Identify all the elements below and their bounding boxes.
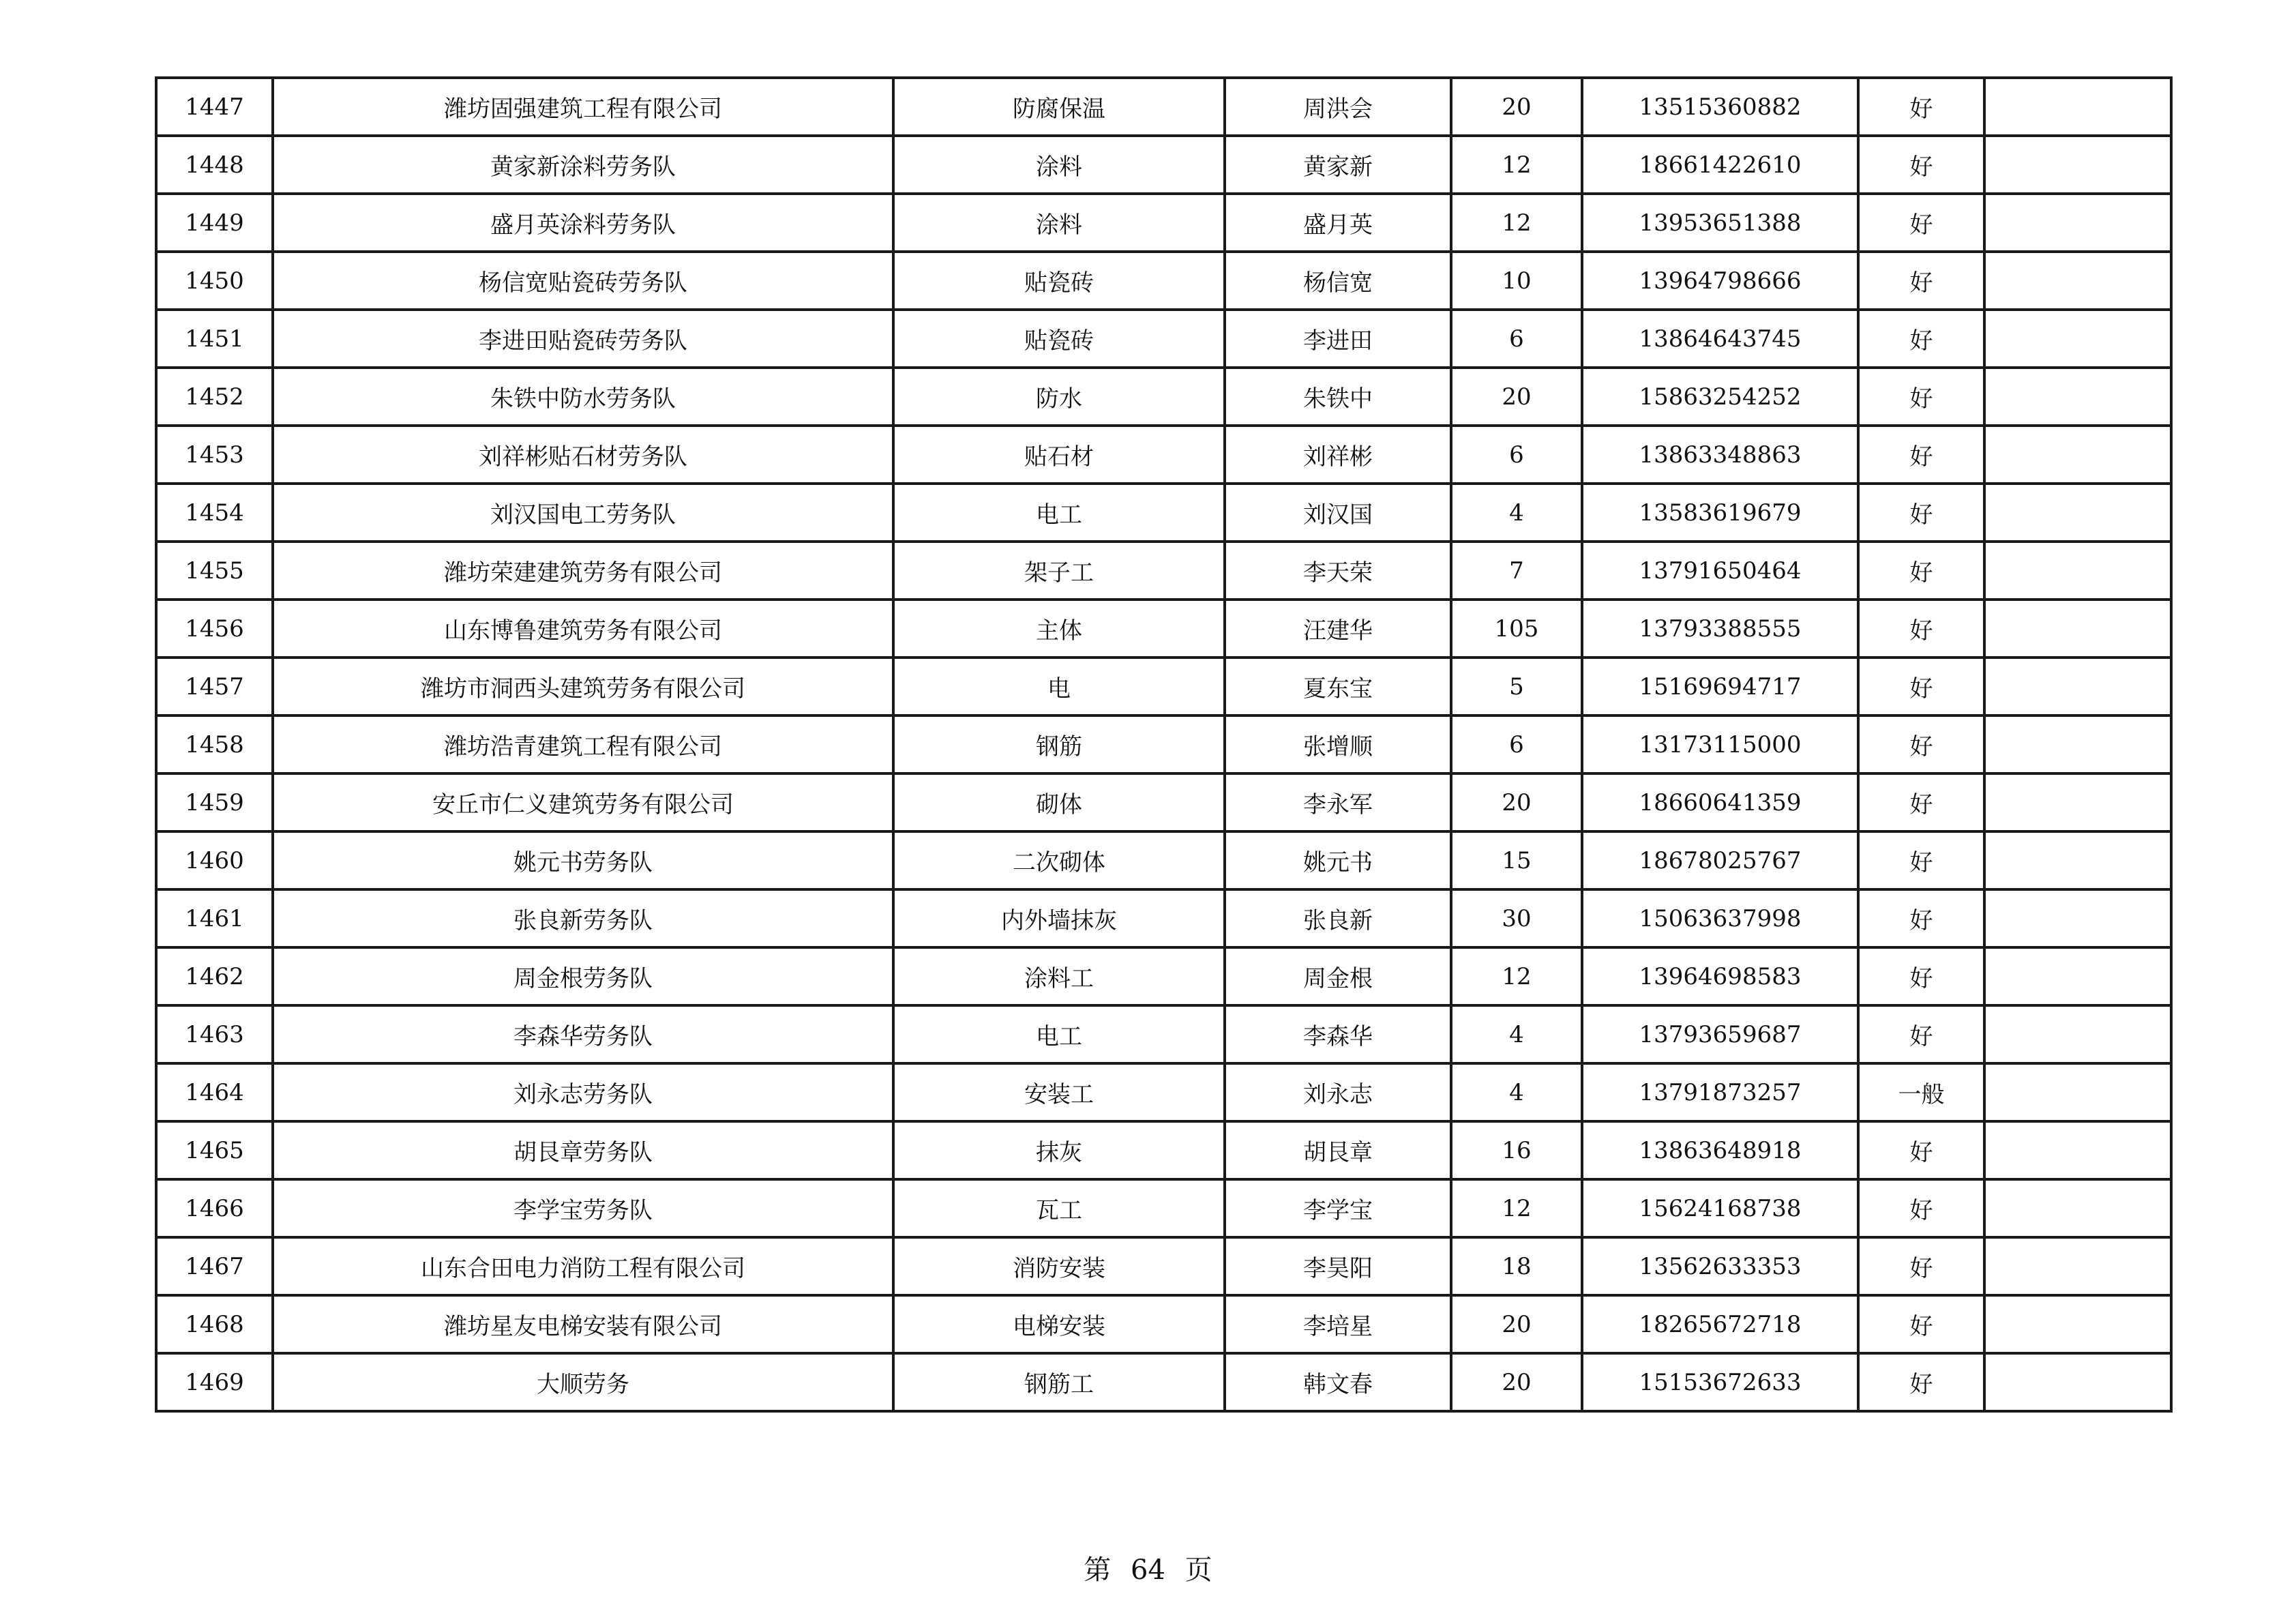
remark-cell (1984, 831, 2171, 889)
row-number-cell: 1469 (156, 1353, 273, 1411)
work-type-cell: 防水 (893, 368, 1225, 426)
contractor-table-container (155, 76, 2170, 1413)
phone-number-cell: 13864643745 (1582, 310, 1858, 368)
rating-cell: 好 (1858, 1121, 1984, 1179)
rating-cell: 好 (1858, 773, 1984, 831)
worker-count-cell: 20 (1451, 1353, 1582, 1411)
row-number-cell: 1460 (156, 831, 273, 889)
work-type-cell: 涂料 (893, 194, 1225, 252)
worker-count-cell: 12 (1451, 1179, 1582, 1237)
remark-cell (1984, 426, 2171, 484)
work-type-cell: 防腐保温 (893, 78, 1225, 136)
rating-cell: 好 (1858, 1295, 1984, 1353)
rating-cell: 好 (1858, 1353, 1984, 1411)
remark-cell (1984, 947, 2171, 1005)
leader-name-cell: 刘永志 (1225, 1063, 1451, 1121)
row-number-cell: 1450 (156, 252, 273, 310)
row-number-cell: 1459 (156, 773, 273, 831)
table-row (156, 78, 2171, 136)
company-name-cell: 潍坊星友电梯安装有限公司 (273, 1295, 893, 1353)
work-type-cell: 砌体 (893, 773, 1225, 831)
remark-cell (1984, 1295, 2171, 1353)
company-name-cell: 黄家新涂料劳务队 (273, 136, 893, 194)
leader-name-cell: 李培星 (1225, 1295, 1451, 1353)
worker-count-cell: 7 (1451, 542, 1582, 600)
leader-name-cell: 夏东宝 (1225, 658, 1451, 715)
phone-number-cell: 13793388555 (1582, 600, 1858, 658)
worker-count-cell: 15 (1451, 831, 1582, 889)
table-row (156, 484, 2171, 542)
remark-cell (1984, 78, 2171, 136)
row-number-cell: 1455 (156, 542, 273, 600)
leader-name-cell: 韩文春 (1225, 1353, 1451, 1411)
company-name-cell: 安丘市仁义建筑劳务有限公司 (273, 773, 893, 831)
table-row (156, 310, 2171, 368)
leader-name-cell: 周洪会 (1225, 78, 1451, 136)
row-number-cell: 1453 (156, 426, 273, 484)
company-name-cell: 山东博鲁建筑劳务有限公司 (273, 600, 893, 658)
table-row (156, 831, 2171, 889)
worker-count-cell: 105 (1451, 600, 1582, 658)
table-row (156, 1237, 2171, 1295)
work-type-cell: 安装工 (893, 1063, 1225, 1121)
remark-cell (1984, 600, 2171, 658)
work-type-cell: 电工 (893, 1005, 1225, 1063)
remark-cell (1984, 136, 2171, 194)
remark-cell (1984, 1121, 2171, 1179)
worker-count-cell: 5 (1451, 658, 1582, 715)
phone-number-cell: 18661422610 (1582, 136, 1858, 194)
row-number-cell: 1447 (156, 78, 273, 136)
leader-name-cell: 李昊阳 (1225, 1237, 1451, 1295)
rating-cell: 好 (1858, 252, 1984, 310)
leader-name-cell: 盛月英 (1225, 194, 1451, 252)
rating-cell: 好 (1858, 426, 1984, 484)
table-row (156, 368, 2171, 426)
company-name-cell: 张良新劳务队 (273, 889, 893, 947)
worker-count-cell: 4 (1451, 484, 1582, 542)
company-name-cell: 潍坊浩青建筑工程有限公司 (273, 715, 893, 773)
table-row (156, 194, 2171, 252)
table-row (156, 658, 2171, 715)
table-row (156, 1179, 2171, 1237)
row-number-cell: 1458 (156, 715, 273, 773)
row-number-cell: 1463 (156, 1005, 273, 1063)
company-name-cell: 李森华劳务队 (273, 1005, 893, 1063)
phone-number-cell: 15169694717 (1582, 658, 1858, 715)
worker-count-cell: 12 (1451, 194, 1582, 252)
row-number-cell: 1462 (156, 947, 273, 1005)
row-number-cell: 1452 (156, 368, 273, 426)
work-type-cell: 瓦工 (893, 1179, 1225, 1237)
leader-name-cell: 朱铁中 (1225, 368, 1451, 426)
leader-name-cell: 李天荣 (1225, 542, 1451, 600)
table-row (156, 889, 2171, 947)
worker-count-cell: 20 (1451, 1295, 1582, 1353)
company-name-cell: 姚元书劳务队 (273, 831, 893, 889)
page-footer (0, 1548, 2296, 1587)
worker-count-cell: 20 (1451, 78, 1582, 136)
worker-count-cell: 12 (1451, 947, 1582, 1005)
work-type-cell: 内外墙抹灰 (893, 889, 1225, 947)
row-number-cell: 1468 (156, 1295, 273, 1353)
phone-number-cell: 18265672718 (1582, 1295, 1858, 1353)
phone-number-cell: 13964798666 (1582, 252, 1858, 310)
rating-cell: 好 (1858, 600, 1984, 658)
rating-cell: 好 (1858, 78, 1984, 136)
table-row (156, 1353, 2171, 1411)
remark-cell (1984, 889, 2171, 947)
leader-name-cell: 李进田 (1225, 310, 1451, 368)
work-type-cell: 涂料 (893, 136, 1225, 194)
rating-cell: 一般 (1858, 1063, 1984, 1121)
work-type-cell: 二次砌体 (893, 831, 1225, 889)
worker-count-cell: 18 (1451, 1237, 1582, 1295)
page-suffix: 页 (1184, 1554, 1212, 1586)
phone-number-cell: 15153672633 (1582, 1353, 1858, 1411)
table-row (156, 1063, 2171, 1121)
rating-cell: 好 (1858, 1179, 1984, 1237)
remark-cell (1984, 1063, 2171, 1121)
table-row (156, 542, 2171, 600)
work-type-cell: 架子工 (893, 542, 1225, 600)
leader-name-cell: 张增顺 (1225, 715, 1451, 773)
company-name-cell: 潍坊荣建建筑劳务有限公司 (273, 542, 893, 600)
worker-count-cell: 20 (1451, 773, 1582, 831)
rating-cell: 好 (1858, 542, 1984, 600)
remark-cell (1984, 310, 2171, 368)
phone-number-cell: 13583619679 (1582, 484, 1858, 542)
rating-cell: 好 (1858, 658, 1984, 715)
work-type-cell: 电工 (893, 484, 1225, 542)
table-row (156, 947, 2171, 1005)
rating-cell: 好 (1858, 889, 1984, 947)
worker-count-cell: 4 (1451, 1005, 1582, 1063)
phone-number-cell: 13793659687 (1582, 1005, 1858, 1063)
rating-cell: 好 (1858, 1237, 1984, 1295)
row-number-cell: 1448 (156, 136, 273, 194)
contractor-table (155, 76, 2173, 1413)
phone-number-cell: 13953651388 (1582, 194, 1858, 252)
rating-cell: 好 (1858, 310, 1984, 368)
work-type-cell: 钢筋工 (893, 1353, 1225, 1411)
company-name-cell: 潍坊固强建筑工程有限公司 (273, 78, 893, 136)
rating-cell: 好 (1858, 715, 1984, 773)
work-type-cell: 涂料工 (893, 947, 1225, 1005)
table-row (156, 252, 2171, 310)
remark-cell (1984, 194, 2171, 252)
rating-cell: 好 (1858, 136, 1984, 194)
company-name-cell: 大顺劳务 (273, 1353, 893, 1411)
rating-cell: 好 (1858, 368, 1984, 426)
row-number-cell: 1454 (156, 484, 273, 542)
phone-number-cell: 18660641359 (1582, 773, 1858, 831)
worker-count-cell: 6 (1451, 310, 1582, 368)
leader-name-cell: 刘汉国 (1225, 484, 1451, 542)
work-type-cell: 电梯安装 (893, 1295, 1225, 1353)
worker-count-cell: 30 (1451, 889, 1582, 947)
table-row (156, 1121, 2171, 1179)
worker-count-cell: 12 (1451, 136, 1582, 194)
phone-number-cell: 15624168738 (1582, 1179, 1858, 1237)
leader-name-cell: 周金根 (1225, 947, 1451, 1005)
phone-number-cell: 13791650464 (1582, 542, 1858, 600)
worker-count-cell: 4 (1451, 1063, 1582, 1121)
company-name-cell: 刘永志劳务队 (273, 1063, 893, 1121)
row-number-cell: 1456 (156, 600, 273, 658)
company-name-cell: 胡艮章劳务队 (273, 1121, 893, 1179)
phone-number-cell: 13863348863 (1582, 426, 1858, 484)
remark-cell (1984, 1237, 2171, 1295)
company-name-cell: 李学宝劳务队 (273, 1179, 893, 1237)
phone-number-cell: 13173115000 (1582, 715, 1858, 773)
leader-name-cell: 李永军 (1225, 773, 1451, 831)
phone-number-cell: 15863254252 (1582, 368, 1858, 426)
leader-name-cell: 李森华 (1225, 1005, 1451, 1063)
row-number-cell: 1466 (156, 1179, 273, 1237)
phone-number-cell: 15063637998 (1582, 889, 1858, 947)
phone-number-cell: 13562633353 (1582, 1237, 1858, 1295)
remark-cell (1984, 542, 2171, 600)
worker-count-cell: 16 (1451, 1121, 1582, 1179)
phone-number-cell: 13515360882 (1582, 78, 1858, 136)
leader-name-cell: 杨信宽 (1225, 252, 1451, 310)
remark-cell (1984, 715, 2171, 773)
remark-cell (1984, 1005, 2171, 1063)
row-number-cell: 1457 (156, 658, 273, 715)
worker-count-cell: 6 (1451, 426, 1582, 484)
row-number-cell: 1467 (156, 1237, 273, 1295)
work-type-cell: 贴石材 (893, 426, 1225, 484)
remark-cell (1984, 773, 2171, 831)
phone-number-cell: 13791873257 (1582, 1063, 1858, 1121)
rating-cell: 好 (1858, 947, 1984, 1005)
table-row (156, 426, 2171, 484)
table-row (156, 1005, 2171, 1063)
row-number-cell: 1465 (156, 1121, 273, 1179)
work-type-cell: 主体 (893, 600, 1225, 658)
worker-count-cell: 6 (1451, 715, 1582, 773)
table-row (156, 600, 2171, 658)
remark-cell (1984, 658, 2171, 715)
work-type-cell: 电 (893, 658, 1225, 715)
worker-count-cell: 10 (1451, 252, 1582, 310)
work-type-cell: 抹灰 (893, 1121, 1225, 1179)
leader-name-cell: 刘祥彬 (1225, 426, 1451, 484)
company-name-cell: 周金根劳务队 (273, 947, 893, 1005)
company-name-cell: 盛月英涂料劳务队 (273, 194, 893, 252)
remark-cell (1984, 484, 2171, 542)
company-name-cell: 朱铁中防水劳务队 (273, 368, 893, 426)
company-name-cell: 刘汉国电工劳务队 (273, 484, 893, 542)
leader-name-cell: 李学宝 (1225, 1179, 1451, 1237)
work-type-cell: 贴瓷砖 (893, 252, 1225, 310)
table-row (156, 136, 2171, 194)
leader-name-cell: 姚元书 (1225, 831, 1451, 889)
page-prefix: 第 (1084, 1554, 1112, 1586)
work-type-cell: 贴瓷砖 (893, 310, 1225, 368)
rating-cell: 好 (1858, 194, 1984, 252)
leader-name-cell: 汪建华 (1225, 600, 1451, 658)
remark-cell (1984, 1179, 2171, 1237)
company-name-cell: 刘祥彬贴石材劳务队 (273, 426, 893, 484)
remark-cell (1984, 1353, 2171, 1411)
leader-name-cell: 黄家新 (1225, 136, 1451, 194)
company-name-cell: 李进田贴瓷砖劳务队 (273, 310, 893, 368)
row-number-cell: 1449 (156, 194, 273, 252)
phone-number-cell: 13964698583 (1582, 947, 1858, 1005)
table-row (156, 773, 2171, 831)
company-name-cell: 山东合田电力消防工程有限公司 (273, 1237, 893, 1295)
leader-name-cell: 胡艮章 (1225, 1121, 1451, 1179)
phone-number-cell: 13863648918 (1582, 1121, 1858, 1179)
row-number-cell: 1464 (156, 1063, 273, 1121)
rating-cell: 好 (1858, 831, 1984, 889)
table-row (156, 1295, 2171, 1353)
table-row (156, 715, 2171, 773)
page-number: 64 (1131, 1554, 1165, 1586)
remark-cell (1984, 368, 2171, 426)
phone-number-cell: 18678025767 (1582, 831, 1858, 889)
company-name-cell: 杨信宽贴瓷砖劳务队 (273, 252, 893, 310)
company-name-cell: 潍坊市洞西头建筑劳务有限公司 (273, 658, 893, 715)
rating-cell: 好 (1858, 1005, 1984, 1063)
rating-cell: 好 (1858, 484, 1984, 542)
work-type-cell: 钢筋 (893, 715, 1225, 773)
work-type-cell: 消防安装 (893, 1237, 1225, 1295)
row-number-cell: 1451 (156, 310, 273, 368)
leader-name-cell: 张良新 (1225, 889, 1451, 947)
table-body (156, 78, 2171, 1411)
remark-cell (1984, 252, 2171, 310)
worker-count-cell: 20 (1451, 368, 1582, 426)
row-number-cell: 1461 (156, 889, 273, 947)
